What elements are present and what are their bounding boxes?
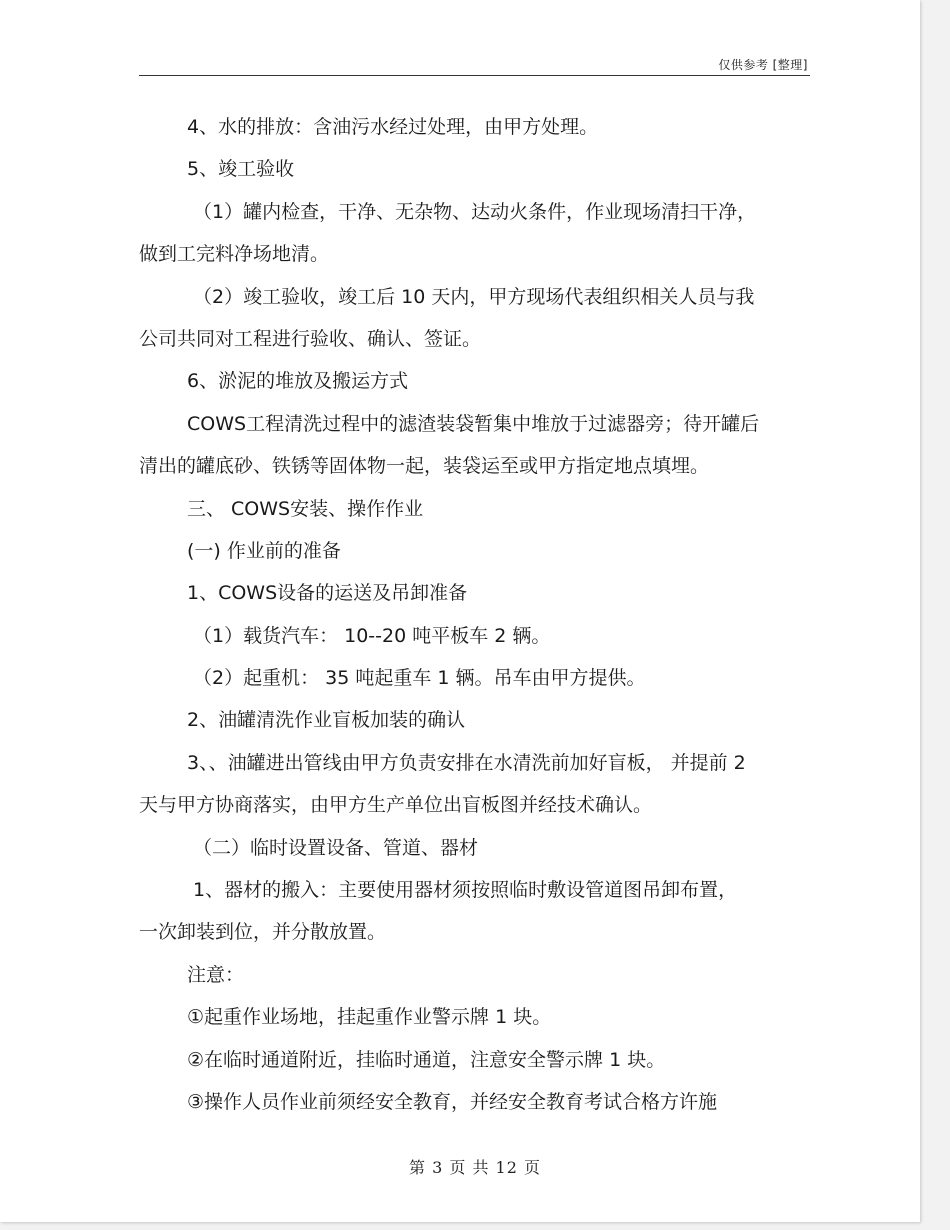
section-heading: (一) 作业前的准备 <box>187 539 341 562</box>
paragraph-line: 一次卸装到位，并分散放置。 <box>139 921 387 944</box>
section-heading: 三、 COWS安装、操作作业 <box>187 497 424 520</box>
section-heading: 2、油罐清洗作业盲板加装的确认 <box>187 709 466 732</box>
paragraph-line: （1）载货汽车： 10--20 吨平板车 2 辆。 <box>193 624 551 647</box>
header-divider <box>139 75 810 76</box>
note-item: ①起重作业场地，挂起重作业警示牌 1 块。 <box>187 1006 552 1029</box>
page-header: 仅供参考 [整理] <box>718 58 808 72</box>
note-item: ③操作人员作业前须经安全教育，并经安全教育考试合格方许施 <box>187 1090 718 1113</box>
paragraph-line: 做到工完料净场地清。 <box>139 243 330 266</box>
section-heading: （二）临时设置设备、管道、器材 <box>193 836 479 859</box>
note-label: 注意： <box>187 963 245 986</box>
paragraph-line: （1）罐内检查，干净、无杂物、达动火条件，作业现场清扫干净， <box>193 200 757 223</box>
paragraph-line: 3、、油罐进出管线由甲方负责安排在水清洗前加好盲板， 并提前 2 <box>187 751 746 774</box>
paragraph-line: （2）竣工验收，竣工后 10 天内，甲方现场代表组织相关人员与我 <box>193 285 755 308</box>
paragraph-line: 公司共同对工程进行验收、确认、签证。 <box>139 327 482 350</box>
note-item: ②在临时通道附近，挂临时通道，注意安全警示牌 1 块。 <box>187 1048 666 1071</box>
section-heading: 5、竣工验收 <box>187 158 295 181</box>
paragraph-line: 4、水的排放：含油污水经过处理，由甲方处理。 <box>187 116 599 138</box>
document-body <box>139 106 819 1123</box>
section-heading: 1、COWS设备的运送及吊卸准备 <box>187 582 468 605</box>
paragraph-line: 清出的罐底砂、铁锈等固体物一起，装袋运至或甲方指定地点填埋。 <box>139 455 710 478</box>
paragraph-line: （2）起重机： 35 吨起重车 1 辆。吊车由甲方提供。 <box>193 667 646 690</box>
paragraph-line: 1、器材的搬入：主要使用器材须按照临时敷设管道图吊卸布置， <box>193 879 738 902</box>
page-footer: 第 3 页 共 12 页 <box>409 1158 541 1177</box>
section-heading: 6、淤泥的堆放及搬运方式 <box>187 370 409 393</box>
paragraph-line: 天与甲方协商落实，由甲方生产单位出盲板图并经技术确认。 <box>139 794 653 817</box>
paragraph-line: COWS工程清洗过程中的滤渣装袋暂集中堆放于过滤器旁；待开罐后 <box>187 412 760 435</box>
